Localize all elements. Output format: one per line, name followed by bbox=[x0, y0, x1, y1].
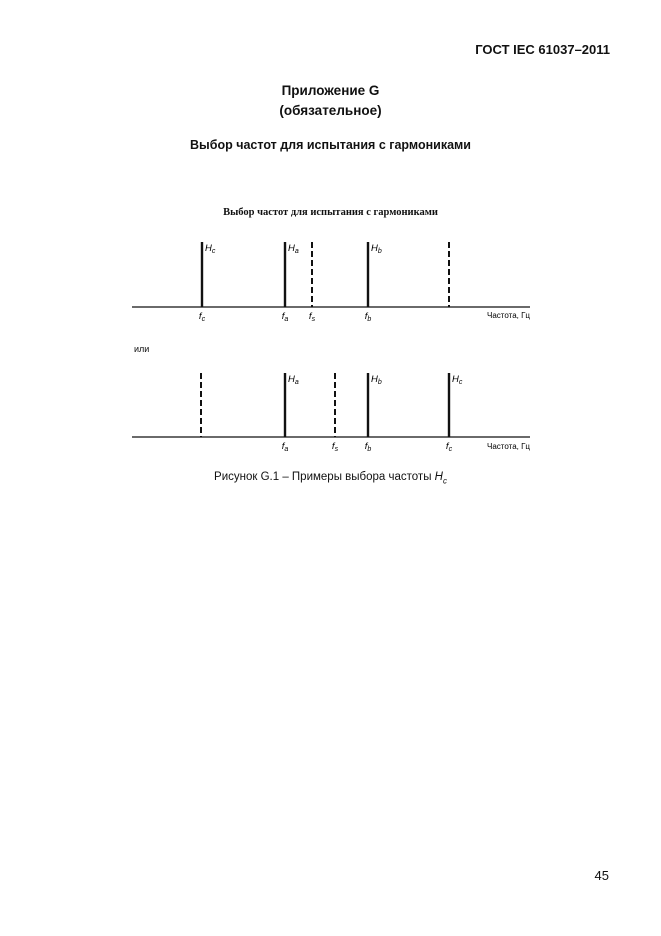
annex-status: (обязательное) bbox=[279, 103, 382, 118]
frequency-label: $f_a$ bbox=[281, 311, 289, 323]
harmonic-label: $H_b$ bbox=[371, 374, 382, 386]
harmonic-label: $H_c$ bbox=[205, 243, 216, 255]
harmonic-label: $H_a$ bbox=[288, 243, 299, 255]
caption-subscript: c bbox=[442, 476, 447, 486]
page-number: 45 bbox=[594, 868, 609, 883]
section-title: Выбор частот для испытания с гармониками bbox=[190, 138, 471, 152]
frequency-label: $f_b$ bbox=[364, 441, 372, 453]
harmonic-label: $H_c$ bbox=[452, 374, 463, 386]
caption-text: Рисунок G.1 – Примеры выбора частоты bbox=[214, 471, 435, 483]
harmonic-label: $H_a$ bbox=[288, 374, 299, 386]
figure-caption bbox=[0, 471, 661, 485]
frequency-axis-label: Частота, Гц bbox=[486, 311, 530, 320]
frequency-label: $f_s$ bbox=[331, 441, 339, 453]
frequency-label: $f_b$ bbox=[364, 311, 372, 323]
frequency-axis-label: Частота, Гц bbox=[486, 442, 530, 451]
annex-title: Приложение G bbox=[281, 83, 380, 98]
frequency-label: $f_a$ bbox=[281, 441, 289, 453]
standard-designation: ГОСТ IEC 61037–2011 bbox=[475, 42, 610, 57]
frequency-label: $f_c$ bbox=[198, 311, 206, 323]
figure-inner-title: Выбор частот для испытания с гармониками bbox=[223, 207, 438, 218]
frequency-label: $f_s$ bbox=[308, 311, 316, 323]
frequency-label: $f_c$ bbox=[445, 441, 453, 453]
caption-symbol: H bbox=[434, 471, 443, 483]
or-label: или bbox=[134, 344, 150, 354]
harmonic-label: $H_b$ bbox=[371, 243, 382, 255]
